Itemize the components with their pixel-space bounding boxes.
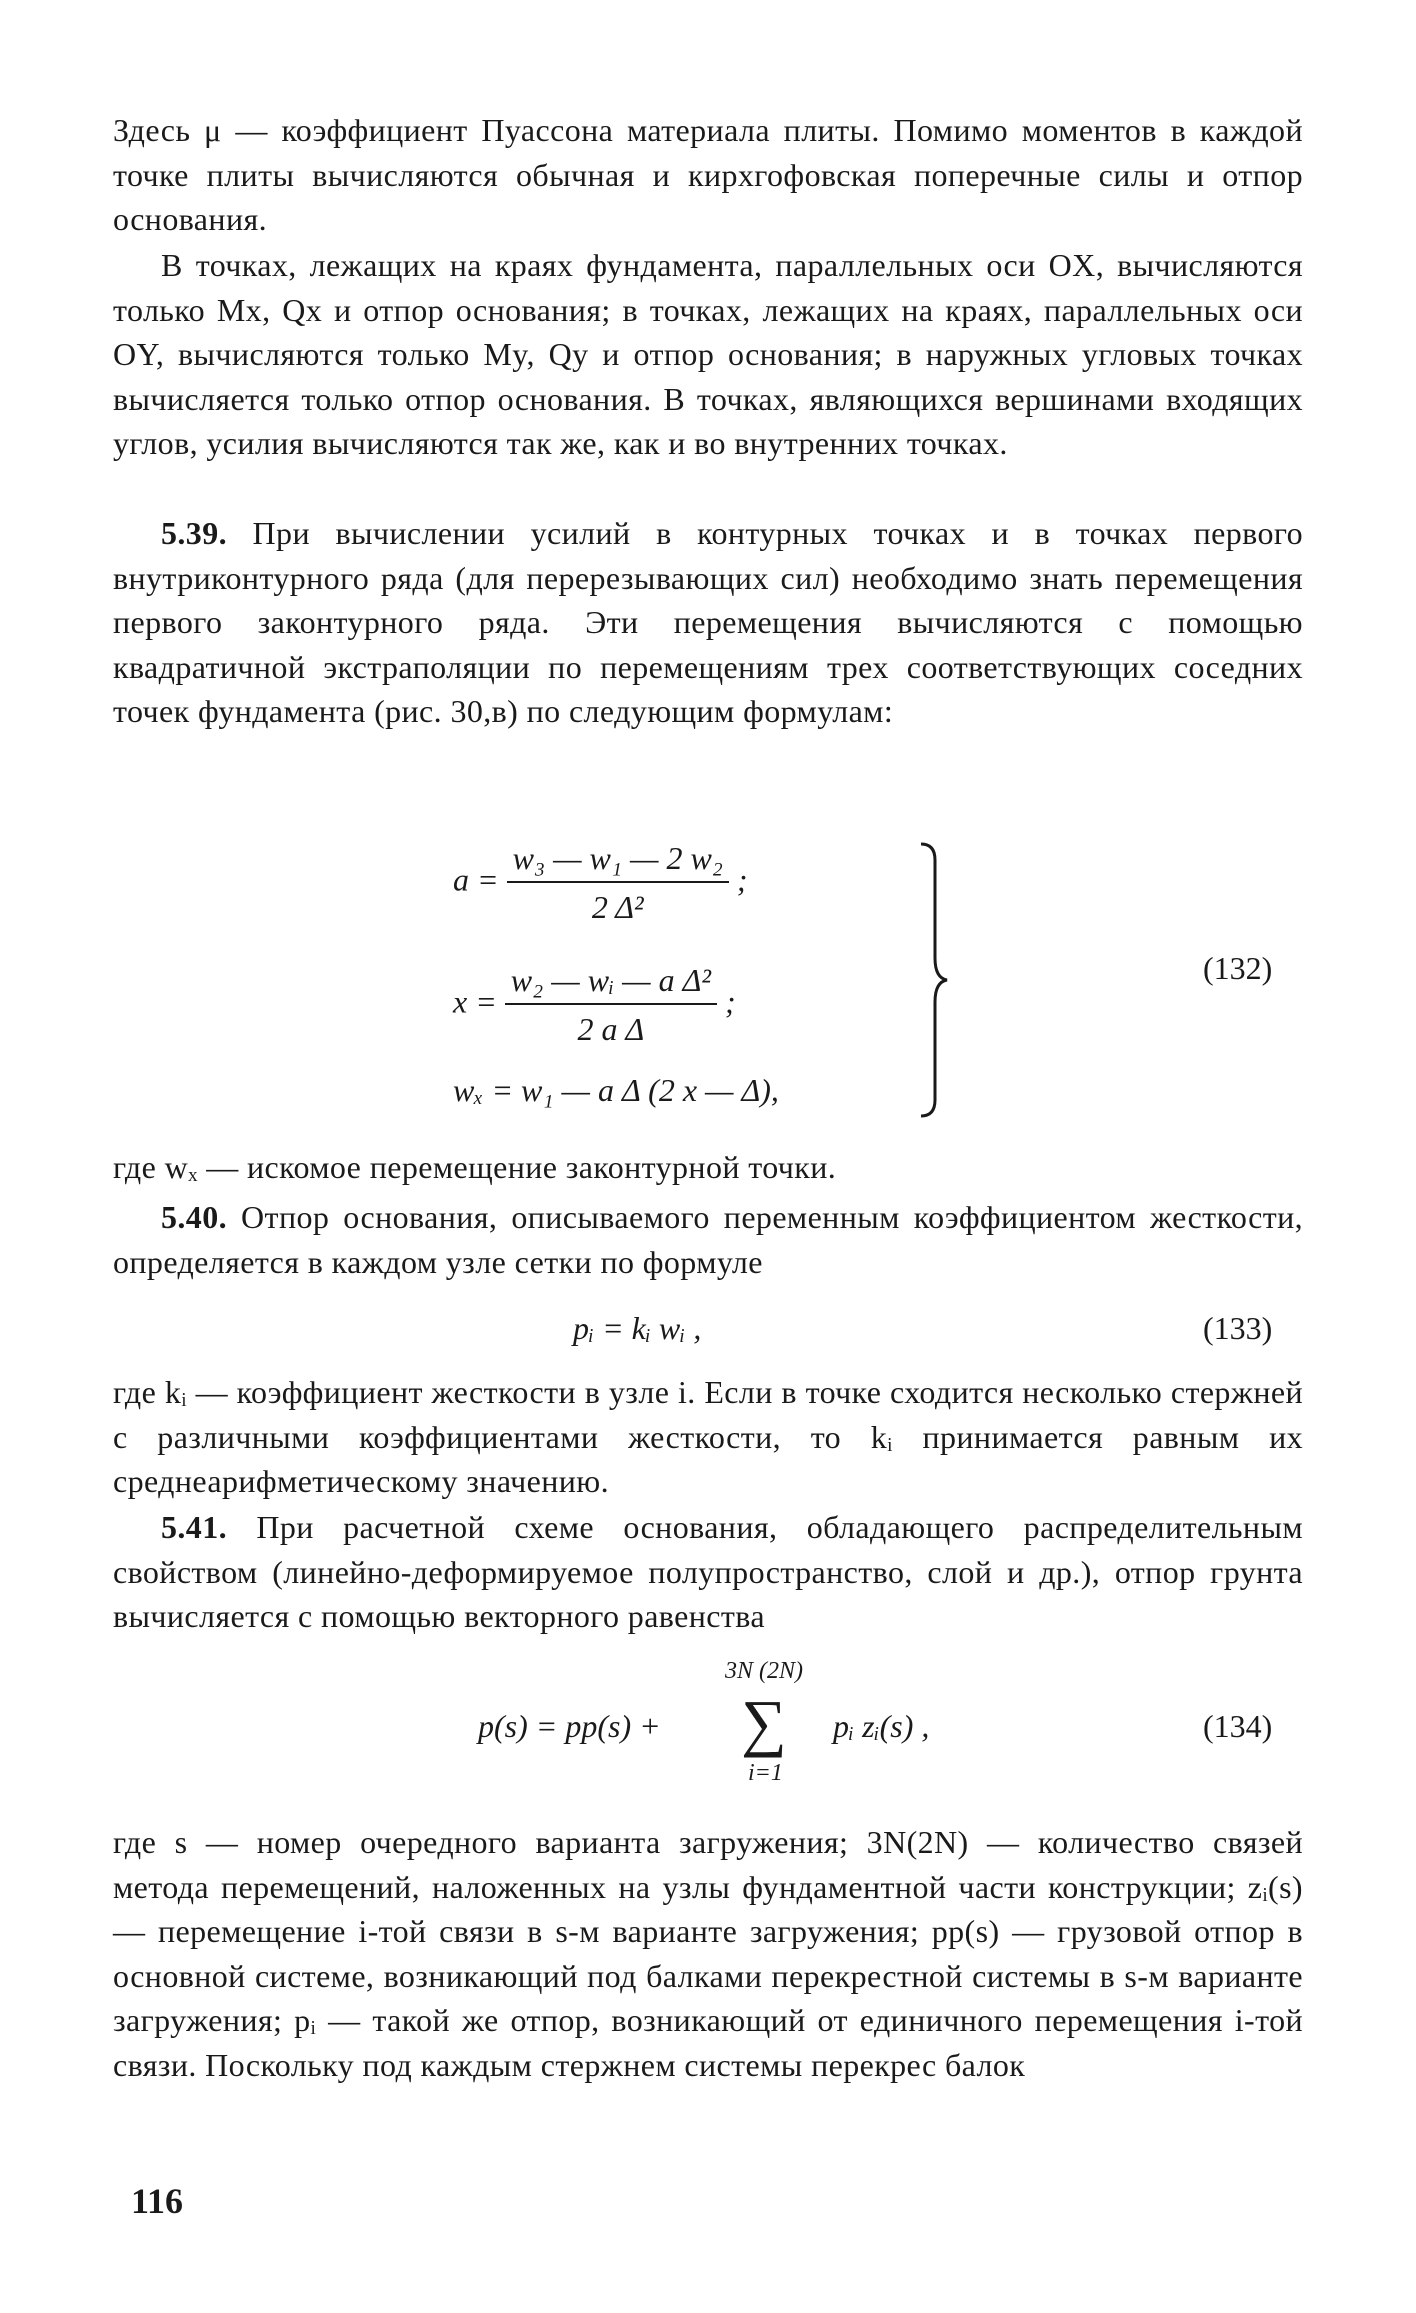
eq-x-numerator: w₂ — wᵢ — a Δ² [505,962,717,1005]
sum-sign: ∑ [741,1687,787,1758]
eq-wx: wₓ = w₁ — a Δ (2 x — Δ), [453,1072,779,1108]
section-number: 5.40. [161,1199,227,1235]
eq-x-fraction [505,962,717,1048]
section-text: При вычислении усилий в контурных точках и в точках первого внутриконтурного ряда (для перерезывающих сил) необходимо знать перемещения первого законтурного ряда. Эти перемещения вычисляются с помощью квадратичной экстраполяции по перемещениям трех соответствующих соседних точек фундамента (рис. 30,в) по следующим формулам: [113,515,1303,729]
after-eq-132: где wₓ — искомое перемещение законтурной точки. [113,1149,837,1185]
eq-a-denominator: 2 Δ² [591,889,644,925]
section-number: 5.41. [161,1509,227,1545]
section-text: При расчетной схеме основания, обладающего распределительным свойством (линейно-деформируемое полупространство, слой и др.), отпор грунта вычисляется с помощью векторного равенства [113,1509,1304,1634]
equation-133: pᵢ = kᵢ wᵢ , [573,1310,702,1346]
section-text: Отпор основания, описываемого переменным коэффициентом жесткости, определяется в каждом узле сетки по формуле [113,1199,1304,1280]
section-number: 5.39. [161,515,227,551]
equation-number-134: (134) [1203,1708,1273,1744]
eq-x-semicolon: ; [724,983,736,1020]
eq-x-lhs: x = [453,983,497,1020]
section-5-40 [113,1195,1303,1284]
paragraph-1: Здесь μ — коэффициент Пуассона материала плиты. Помимо моментов в каждой точке плиты вычисляются обычная и кирхгофовская поперечные силы и отпор основания. [113,112,1303,237]
eq-134-rhs: pᵢ zᵢ(s) , [833,1708,930,1744]
eq-x-denominator: 2 a Δ [577,1011,645,1047]
right-brace-icon [913,840,953,1120]
sum-upper-limit: 3N (2N) [725,1658,803,1684]
page-number: 116 [131,2181,184,2221]
eq-x [453,962,736,1048]
after-eq-134: где s — номер очередного варианта загружения; 3N(2N) — количество связей метода перемещений, наложенных на узлы фундаментной части конструкции; zᵢ(s) — перемещение i-той связи в s-м варианте загружения; pp(s) — грузовой отпор в основной системе, возникающий под балками перекрестной системы в s-м варианте загружения; pᵢ — такой же отпор, возникающий от единичного перемещения i-той связи. Поскольку под каждым стержнем системы перекрес балок [113,1824,1303,2083]
equation-number-133: (133) [1203,1310,1273,1346]
section-5-39 [113,511,1303,734]
eq-a-semicolon: ; [736,861,748,898]
after-eq-133: где kᵢ — коэффициент жесткости в узле i. Если в точке сходится несколько стержней с различными коэффициентами жесткости, то kᵢ принимается равным их среднеарифметическому значению. [113,1374,1303,1499]
sum-lower-limit: i=1 [748,1760,783,1786]
equation-number-132: (132) [1203,950,1273,986]
eq-a-numerator: w₃ — w₁ — 2 w₂ [507,840,729,883]
eq-a-fraction [507,840,729,926]
paragraph-2: В точках, лежащих на краях фундамента, параллельных оси OX, вычисляются только Mx, Qx и отпор основания; в точках, лежащих на краях, параллельных оси OY, вычисляются только My, Qy и отпор основания; в наружных угловых точках вычисляется только отпор основания. В точках, являющихся вершинами входящих углов, усилия вычисляются так же, как и во внутренних точках. [113,247,1303,461]
eq-a [453,840,748,926]
eq-134-lhs: p(s) = pp(s) + [478,1708,661,1744]
eq-a-lhs: a = [453,861,499,898]
section-5-41 [113,1505,1303,1639]
